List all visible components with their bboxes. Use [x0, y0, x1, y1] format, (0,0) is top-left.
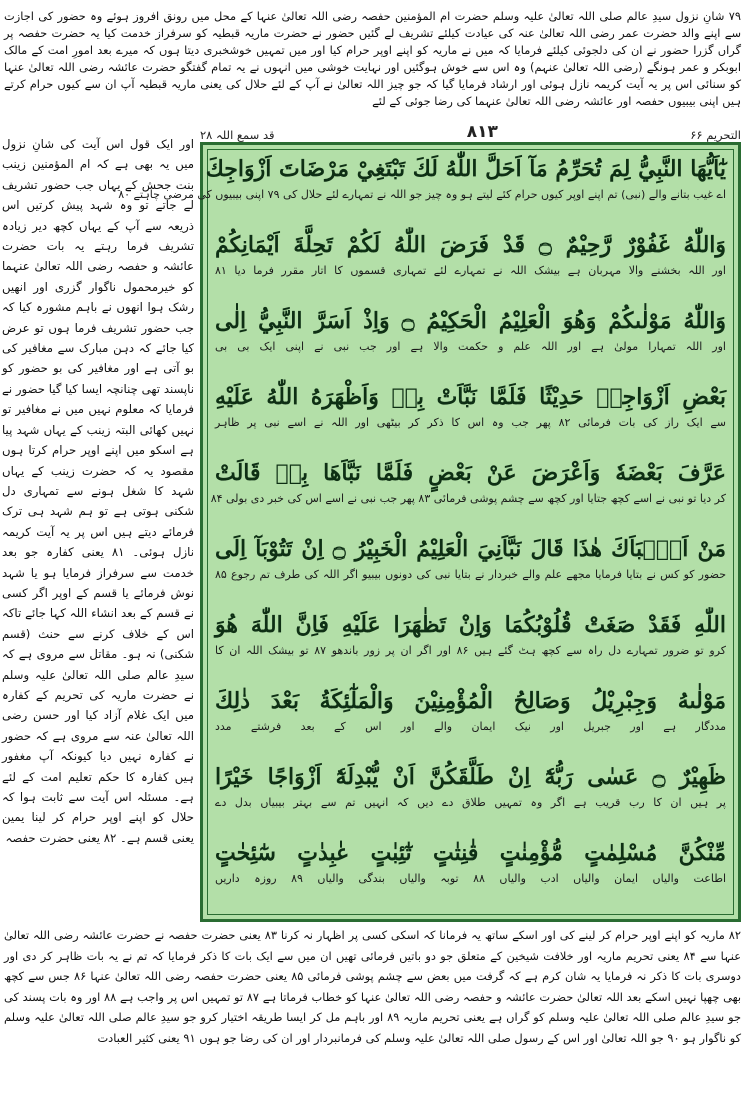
verse-unit: [215, 381, 726, 432]
translation-line: اے غیب بتانے والے (نبی) تم اپنے اوپر کیوں حرام کئے لیتے ہو وہ چیز جو اللہ نے تمہارے لئے حلال کی ۷۹ اپنی بیبیوں کی مرضی چاہتے ۸۰: [118, 188, 726, 201]
ayah-line: مَنْ اَنْۢبَاَكَ هٰذَا قَالَ نَبَّاَنِيَ الْعَلِيْمُ الْخَبِيْرُ ۝ اِنْ تَتُوْبَآ اِلَى: [215, 536, 726, 562]
ayah-line: وَاللّٰهُ مَوْلٰىكُمْ وَهُوَ الْعَلِيْمُ الْحَكِيْمُ ۝ وَاِذْ اَسَرَّ النَّبِيُّ اِلٰى: [215, 308, 727, 334]
quran-frame: [118, 142, 741, 922]
translation-line: کرو تو ضرور تمہارے دل راہ سے کچھ ہٹ گئے ہیں ۸۶ اور اگر ان پر زور باندھو ۸۷ تو بیشک اللہ ان کا: [215, 644, 727, 657]
ayah-line: اللّٰهِ فَقَدْ صَغَتْ قُلُوْبُكُمَا وَاِنْ تَظٰهَرَا عَلَيْهِ فَاِنَّ اللّٰهَ هُوَ: [215, 612, 726, 638]
verse-unit: [215, 533, 726, 584]
footnotes-text: ۸۲ ماریہ کو اپنے اوپر حرام کر لینے کی اور اسکے ساتھ یہ فرمانا کہ اسکی کسی پر اظہار نہ کرنا ۸۳ یعنی حضرت حفصہ نے حضرت عائشہ رضی اللہ تعالیٰ عنہا سے ۸۴ یعنی تحریم ماریہ اور خلافت شیخین کے متعلق جو دو باتیں فرمائی تھیں ان میں سے ایک بات کا ذکر فرمایا کہ تم نے یہ بات ظاہر کر دی اور دوسری بات کا ذکر نہ فرمایا یہ شان کرم ہے کہ گرفت میں بعض سے چشم پوشی فرمائی ۸۵ یعنی حضرت حفصہ رضی اللہ تعالیٰ عنہا ۸۶ جس سے کچھ بھی چھپا نہیں اسکے بعد اللہ تعالیٰ حضرت عائشہ و حفصہ رضی اللہ تعالیٰ عنہا کو خطاب فرماتا ہے ۸۷ تو تمہیں اس پر واجب ہے ۸۸ اور وہ بات پسند کی جو سیدِ عالم صلی اللہ تعالیٰ علیہ وسلم کو گراں ہے یعنی تحریم ماریہ ۸۹ اور باہم مل کر ایسا طریقہ اختیار کرو جو سیدِ عالم صلی اللہ تعالیٰ علیہ وسلم کو ناگوار ہو ۹۰ جو اللہ تعالیٰ اور اس کے رسول صلی اللہ تعالیٰ علیہ وسلم کی فرمانبردار اور ان کی رضا جو ہوں ۹۱ یعنی کثیر العبادت: [4, 928, 742, 1045]
verse-unit: [215, 229, 726, 280]
translation-line: پر ہیں ان کا رب قریب ہے اگر وہ تمہیں طلاق دے دیں کہ انہیں تم سے بہتر بیبیاں بدل دے: [215, 796, 726, 809]
verse-unit: [215, 685, 726, 736]
verse-unit: [215, 761, 726, 812]
verse-unit: [210, 457, 726, 508]
verse-unit: [215, 837, 726, 888]
ayah-line: وَاللّٰهُ غَفُوْرٌ رَّحِيْمٌ ۝ قَدْ فَرَضَ اللّٰهُ لَكُمْ تَحِلَّةَ اَيْمَانِكُمْ: [215, 232, 727, 258]
surah-label: التحریم ۶۶: [690, 128, 741, 142]
ayah-line: ظَهِيْرٌ ۝ عَسٰى رَبُّهٗٓ اِنْ طَلَّقَكُنَّ اَنْ يُّبْدِلَهٗٓ اَزْوَاجًا خَيْرًا: [215, 764, 726, 790]
side-notes-text: اور ایک قول اس آیت کی شانِ نزول میں یہ بھی ہے کہ ام المؤمنین زینب بنت جحش کے یہاں جب حضور تشریف لے جاتے تو وہ شہد پیش کرتیں اس ذریعہ سے آپ کے یہاں کچھ دیر زیادہ تشریف فرما رہتے یہ بات حضرت عائشہ و حفصہ رضی اللہ تعالیٰ عنہما کو خیرمحمول ناگوار گزری اور انھیں رشک ہوا انھوں نے باہم مشورہ کیا کہ جب حضور تشریف فرما ہوں تو عرض کیا جائے کہ دہن مبارک سے مغافیر کی بو آتی ہے اور مغافیر کی بو حضور کو ناپسند تھی چنانچہ ایسا کیا گیا حضور نے فرمایا کہ معلوم نہیں میں نے مغافیر تو نہیں کھائی البتہ زینب کے یہاں شہد پیا ہے اسکو میں اپنے اوپر حرام کرتا ہوں مقصود یہ کہ حضرت زینب کے یہاں شہد کا شغل ہونے سے تمہاری دل شکنی ہوتی ہے تو ہم شہد ہی ترک فرمائے دیتے ہیں اس پر یہ آیت کریمہ نازل ہوئی۔ ۸۱ یعنی کفارہ جو بعد خدمت سے سرفراز فرمایا ہو یا شہد نوش فرمائے یا قسم کے اوپر اگر کسی نے قسم کے بعد انشاء اللہ کہا جائے تاکہ اس کے خلاف کرنے سے حنث (قسم شکنی) نہ ہو۔ مقاتل سے مروی ہے کہ سیدِ عالم صلی اللہ تعالیٰ علیہ وسلم نے حضرت ماریہ کی تحریم کے کفارہ میں ایک غلام آزاد کیا اور حسن رضی اللہ تعالیٰ عنہ سے مروی ہے کہ حضور نے کفارہ نہیں دیا کیونکہ آپ مغفور ہیں کفارہ کا حکم تعلیم امت کے لئے ہے۔ مسئلہ اس آیت سے ثابت ہوا کہ حلال کو اپنے اوپر حرام کر لینا یمین یعنی قسم ہے۔ ۸۲ یعنی حضرت حفصہ: [2, 137, 194, 845]
side-commentary-column: [2, 134, 194, 920]
translation-line: حضور کو کس نے بتایا فرمایا مجھے علم والے خبردار نے بتایا نبی کی دونوں بیبیو اگر اللہ کی طرف تم رجوع ۸۵: [215, 568, 726, 581]
translation-line: اور اللہ تمہارا مولیٰ ہے اور اللہ علم و حکمت والا ہے اور جب نبی نے اپنی ایک بی بی: [215, 340, 726, 353]
page-number: ۸۱۳: [466, 122, 498, 142]
ayah-line: عَرَّفَ بَعْضَهٗ وَاَعْرَضَ عَنْ بَعْضٍ فَلَمَّا نَبَّاَهَا بِهٖ قَالَتْ: [215, 460, 726, 486]
translation-line: مددگار ہے اور جبریل اور نیک ایمان والے اور اس کے بعد فرشتے مدد: [215, 720, 726, 733]
translation-line: کر دیا تو نبی نے اسے کچھ جتایا اور کچھ سے چشم پوشی فرمائی ۸۳ پھر جب نبی نے اسے اس کی خبر دی بولی ۸۴: [210, 492, 726, 505]
translation-line: سے ایک راز کی بات فرمائی ۸۲ پھر جب وہ اس کا ذکر کر بیٹھی اور اللہ نے اسے نبی پر ظاہر: [215, 416, 727, 429]
verse-unit: [215, 609, 726, 660]
footnotes: [4, 925, 741, 1093]
ayah-line: يٰٓاَيُّهَا النَّبِيُّ لِمَ تُحَرِّمُ مَآ اَحَلَّ اللّٰهُ لَكَ تَبْتَغِيْ مَرْضَاتَ اَزْوَاجِكَ: [205, 156, 726, 182]
ayah-line: مَوْلٰىهُ وَجِبْرِيْلُ وَصَالِحُ الْمُؤْمِنِيْنَ وَالْمَلٰٓئِكَةُ بَعْدَ ذٰلِكَ: [215, 688, 726, 714]
header-commentary: [4, 8, 741, 136]
ayah-line: مِّنْكُنَّ مُسْلِمٰتٍ مُّؤْمِنٰتٍ قٰنِتٰتٍ تٰٓئِبٰتٍ عٰبِدٰتٍ سٰٓئِحٰتٍ: [215, 840, 726, 866]
translation-line: اور اللہ بخشنے والا مہربان ہے بیشک اللہ نے تمہارے لئے تمہاری قسموں کا اتار مقرر فرما دیا ۸۱: [215, 264, 726, 277]
ayah-line: بَعْضِ اَزْوَاجِهٖ حَدِيْثًا فَلَمَّا نَبَّاَتْ بِهٖ وَاَظْهَرَهُ اللّٰهُ عَلَيْهِ: [215, 384, 726, 410]
para-label: قد سمع اللہ ۲۸: [200, 128, 275, 142]
quran-frame-header: [200, 120, 741, 142]
header-text: ۷۹ شانِ نزول سیدِ عالم صلی اللہ تعالیٰ علیہ وسلم حضرت ام المؤمنین حفصہ رضی اللہ تعالیٰ عنہا کے محل میں رونق افروز ہوئے وہ حضور کی اجازت سے اپنے والد حضرت عمر رضی اللہ تعالیٰ عنہ کی عیادت کیلئے تشریف لے گئیں حضور نے حضرت ماریہ قبطیہ کو سرفراز خدمت کیا یہ حضرت حفصہ پر گراں گزرا حضور نے ان کی دلجوئی کیلئے فرمایا کہ میں نے ماریہ کو اپنے اوپر حرام کیا اور میں تمہیں خوشخبری دیتا ہوں کہ میرے بعد امورِ امت کے مالک ابوبکر و عمر ہونگے (رضی اللہ تعالیٰ عنہم) وہ اس سے خوش ہوگئیں اور نہایت خوشی میں انہوں نے یہ تمام گفتگو حضرت عائشہ رضی اللہ تعالیٰ عنہا کو سنائی اس پر یہ آیت کریمہ نازل ہوئی اور ارشاد فرمایا گیا کہ جو چیز اللہ تعالیٰ نے آپ کے لئے حلال کی یعنی ماریہ قبطیہ آپ ان سے کیوں حرام کرتے ہیں اپنی بیبیوں حفصہ اور عائشہ رضی اللہ تعالیٰ عنہما کی رضا جوئی کے لئے: [4, 9, 741, 108]
verse-unit: [215, 305, 726, 356]
translation-line: اطاعت والیاں ایمان والیاں ادب والیاں ۸۸ توبہ والیاں بندگی والیاں ۸۹ روزہ داریں: [215, 872, 727, 885]
verse-unit: [118, 153, 726, 204]
